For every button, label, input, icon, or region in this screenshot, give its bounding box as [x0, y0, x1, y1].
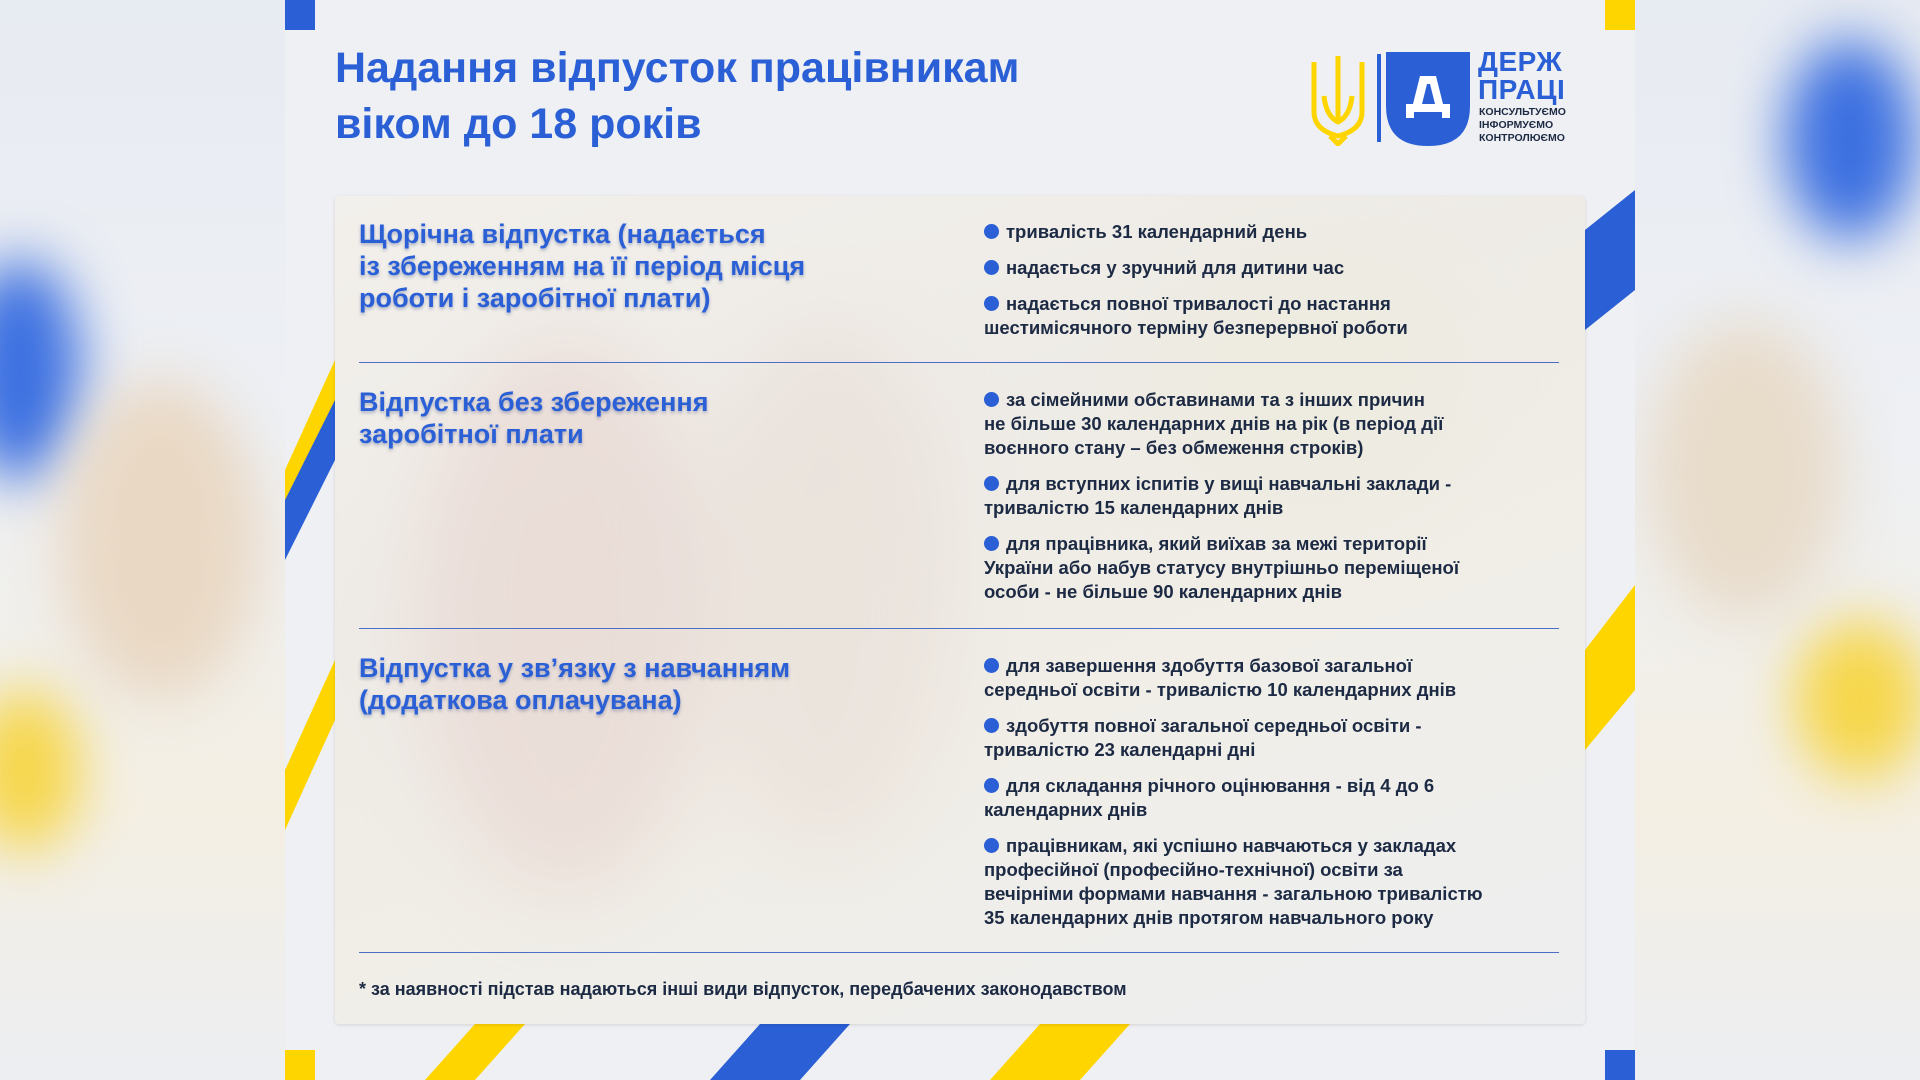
tagline-line: КОНТРОЛЮЄМО [1479, 132, 1565, 144]
bullet-line: особи - не більше 90 календарних днів [984, 581, 1343, 602]
list-item [984, 472, 1554, 520]
footnote: * за наявності підстав надаються інші види відпусток, передбачених законодавством [359, 979, 1127, 999]
section-title-line: (додаткова оплачувана) [359, 685, 682, 715]
bullet-line: надається у зручний для дитини час [1006, 257, 1345, 278]
section-divider [359, 362, 1559, 363]
list-item [984, 774, 1554, 822]
list-item [984, 256, 1554, 280]
section-title-line: Щорічна відпустка (надається [359, 219, 766, 249]
section-title-line: заробітної плати [359, 419, 584, 449]
title-line: віком до 18 років [335, 100, 702, 148]
logo-divider [1377, 54, 1381, 142]
bullet-dot-icon [984, 224, 999, 239]
list-item [984, 292, 1554, 340]
list-item [984, 654, 1554, 702]
section-divider [359, 628, 1559, 629]
bullet-line: для складання річного оцінювання - від 4 до 6 [1006, 775, 1435, 796]
left-blurred-backdrop [0, 0, 285, 1080]
bullet-line: для працівника, який виїхав за межі території [1006, 533, 1427, 554]
logo-name [1478, 48, 1565, 104]
section-title-line: роботи і заробітної плати) [359, 283, 711, 313]
bullet-line: професійної (професійно-технічної) освіти за [984, 859, 1403, 880]
section-title [359, 218, 859, 314]
bullet-line: 35 календарних днів протягом навчального року [984, 907, 1434, 928]
bullet-line: України або набув статусу внутрішньо переміщеної [984, 557, 1460, 578]
page-title [335, 40, 1235, 152]
bullet-line: шестимісячного терміну безперервної роботи [984, 317, 1408, 338]
bullet-line: за сімейними обставинами та з інших причин [1006, 389, 1425, 410]
bullet-dot-icon [984, 718, 999, 733]
bullet-dot-icon [984, 658, 999, 673]
bullet-dot-icon [984, 296, 999, 311]
bullet-line: працівникам, які успішно навчаються у закладах [1006, 835, 1457, 856]
section-divider [359, 952, 1559, 953]
content-panel [335, 196, 1585, 1024]
list-item [984, 532, 1554, 604]
bullet-dot-icon [984, 260, 999, 275]
logo-name-line: ДЕРЖ [1478, 46, 1563, 77]
section-title [359, 652, 859, 716]
bullet-line: для завершення здобуття базової загальної [1006, 655, 1413, 676]
right-blurred-backdrop [1635, 0, 1920, 1080]
bullet-line: середньої освіти - тривалістю 10 календарних днів [984, 679, 1457, 700]
bullet-dot-icon [984, 536, 999, 551]
logo-name-line: ПРАЦІ [1478, 74, 1566, 105]
tagline-line: ІНФОРМУЄМО [1479, 119, 1554, 131]
list-item [984, 834, 1554, 930]
bullet-line: вечірніми формами навчання - загальною тривалістю [984, 883, 1483, 904]
bullet-line: для вступних іспитів у вищі навчальні заклади - [1006, 473, 1452, 494]
tagline-line: КОНСУЛЬТУЄМО [1479, 106, 1566, 118]
bullet-list [984, 654, 1554, 942]
bullet-line: воєнного стану – без обмеження строків) [984, 437, 1364, 458]
trident-icon [1308, 52, 1368, 146]
bullet-line: не більше 30 календарних днів на рік (в період дії [984, 413, 1444, 434]
bullet-line: календарних днів [984, 799, 1148, 820]
section-title-line: Відпустка у звʼязку з навчанням [359, 653, 791, 683]
bullet-line: тривалістю 15 календарних днів [984, 497, 1284, 518]
bullet-line: тривалість 31 календарний день [1006, 221, 1308, 242]
list-item [984, 714, 1554, 762]
bullet-list [984, 388, 1554, 616]
derzhpratsi-logo [1308, 46, 1618, 146]
section-title-line: Відпустка без збереження [359, 387, 709, 417]
bullet-dot-icon [984, 476, 999, 491]
section-title-line: із збереженням на її період місця [359, 251, 806, 281]
list-item [984, 388, 1554, 460]
infographic-poster [285, 0, 1635, 1080]
bullet-dot-icon [984, 838, 999, 853]
bullet-dot-icon [984, 778, 999, 793]
list-item [984, 220, 1554, 244]
title-line: Надання відпусток працівникам [335, 44, 1020, 92]
bullet-dot-icon [984, 392, 999, 407]
bullet-line: здобуття повної загальної середньої освіти - [1006, 715, 1422, 736]
bullet-line: надається повної тривалості до настання [1006, 293, 1391, 314]
bullet-list [984, 220, 1554, 352]
bullet-line: тривалістю 23 календарні дні [984, 739, 1256, 760]
logo-tagline [1479, 106, 1566, 145]
section-title [359, 386, 859, 450]
derzhpratsi-badge-icon [1386, 52, 1470, 146]
